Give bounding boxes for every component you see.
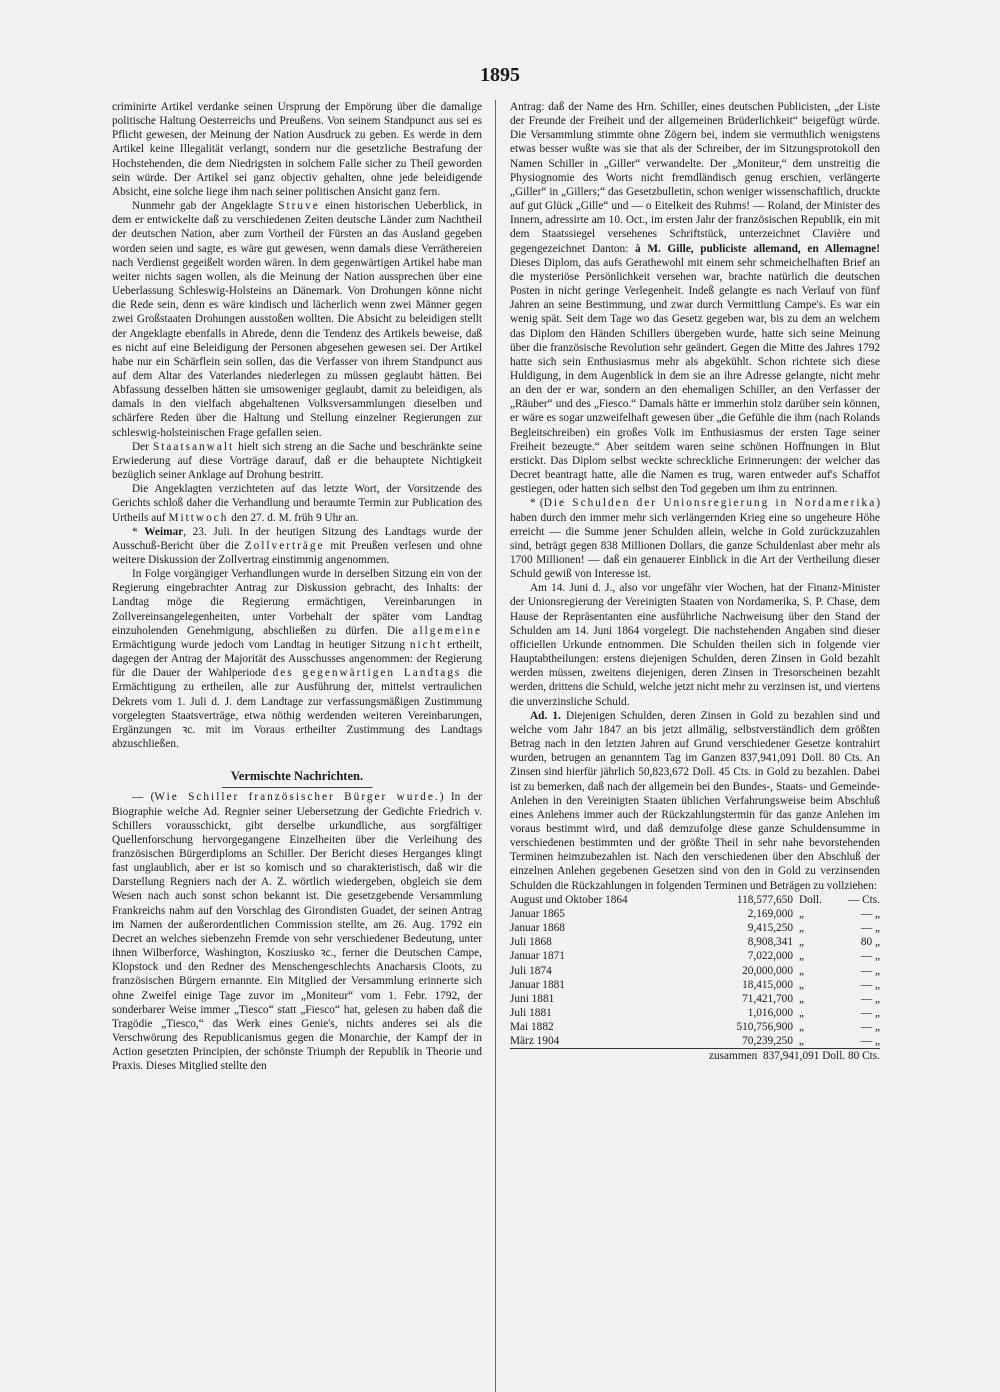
table-cell-term: August und Oktober 1864 <box>510 893 628 906</box>
paragraph: * (Die Schulden der Unionsregierung in Nordamerika) haben durch den immer mehr sich verlängernden Krieg eine so ungeheure Höhe erreicht — die Summe jener Schulden allein, welche in Gold zurückzuzahlen sind, beträgt gegen 838 Millionen Dollars, die ganze Schuldenlast aber mehr als 1700 Millionen! — daß ein genauerer Einblick in die Art der Vertheilung dieser Schuld gewiß von Interesse ist. <box>510 497 880 581</box>
table-cell-unit: „ <box>798 964 804 977</box>
paragraph: * Weimar, 23. Juli. In der heutigen Sitzung des Landtags wurde der Ausschuß-Bericht über die Zollverträge mit Preußen verlesen und ohne weitere Diskussion der Zollvertrag einstimmig angenommen. <box>112 525 482 566</box>
table-cell-term: Juli 1868 <box>510 936 552 949</box>
table-row <box>510 992 880 1006</box>
table-row <box>510 949 880 963</box>
table-cell-amount: 1,016,000 <box>747 1007 793 1019</box>
spaced-name: Struve <box>278 200 320 213</box>
table-cell-amount: 71,421,700 <box>742 992 793 1005</box>
table-cell-cents: — „ <box>860 1021 880 1034</box>
repayment-table <box>510 893 880 1049</box>
table-row <box>510 921 880 935</box>
table-row <box>510 935 880 949</box>
table-cell-term: Januar 1871 <box>510 950 565 963</box>
table-cell-amount: 2,169,000 <box>747 907 793 920</box>
table-cell-unit: „ <box>798 1035 804 1048</box>
table-cell-term: Januar 1881 <box>510 978 565 991</box>
paragraph: Am 14. Juni d. J., also vor ungefähr vier Wochen, hat der Finanz-Minister der Unionsregierung der Vereinigten Staaten von Nordamerika, S. P. Chase, dem Hause der Repräsentanten eine ausführliche Nachweisung über den Stand der Schulden am 14. Juni 1864 vorgelegt. Die nachstehenden Angaben sind dieser officiellen Urkunde entnommen. Die Schulden theilen sich in folgende vier Hauptabtheilungen: erstens diejenigen Schulden, deren Zinsen in Gold bezahlt werden müssen, zweitens diejenigen, deren Zinsen in Tresorscheinen bezahlt werden, drittens die Schuld, welche jetzt nicht mehr zu verzinsen ist, und viertens die unverzinsliche Schuld. <box>510 582 880 708</box>
table-row <box>510 1034 880 1048</box>
table-cell-cents: — „ <box>860 964 880 977</box>
table-cell-unit: „ <box>798 992 804 1005</box>
paragraph: Nunmehr gab der Angeklagte Struve einen historischen Ueberblick, in dem er entwickelte daß zu verschiedenen Zeiten deutsche Länder zum Nachtheil der deutschen Nation, aber zum Vortheil der Fürsten an das Ausland gegeben worden seien und sagte, es wäre gut gewesen, wenn damals diese Verräthereien nach Verdienst gegeißelt worden wären. In dem gegenwärtigen Artikel habe man weiter nichts sagen wollen, als die Meinung der Nation aussprechen über eine Ueberlassung Schleswig-Holsteins an Dänemark. Von Drohungen könne nicht die Rede sein, denn es wäre kindisch und lächerlich wenn zwei Männer gegen zwei Großstaaten Drohungen ausstoßen wollten. Die Absicht zu beleidigen stellt der Angeklagte ebenfalls in Abrede, denn die Tendenz des Artikels beweise, daß es nicht auf eine Beleidigung der Personen abgesehen gewesen sei. Der Artikel habe nur ein Schärflein sein sollen, das die Verfasser von ihrem Standpunct aus auf dem Altar des Vaterlandes niederlegen zu müssen geglaubt hätten. Bei Abfassung desselben hätten sie umsoweniger geglaubt, damit zu beleidigen, als damals in den vielfach abgehaltenen Volksversammlungen dieselben und schärfere Reden über die Haltung und Stellung einzelner Regierungen zur schleswig-holsteinischen Frage gefallen seien. <box>112 200 482 439</box>
table-cell-unit: „ <box>798 922 804 935</box>
left-column <box>112 100 482 1073</box>
table-cell-unit: Doll. <box>798 893 822 906</box>
place-name: Weimar <box>144 525 184 538</box>
paragraph: In Folge vorgängiger Verhandlungen wurde in derselben Sitzung ein von der Regierung eingebrachter Antrag zur Diskussion gebracht, des Inhalts: der Landtag möge die Regierung ermächtigen, Vereinbarungen in Zollvereinsangelegenheiten, unter Vorbehalt der später vom Landtag einzuholenden Genehmigung, abschließen zu dürfen. Die allgemeine Ermächtigung wurde jedoch vom Landtag in heutiger Sitzung nicht ertheilt, dagegen der Antrag der Majorität des Ausschusses angenommen: der Regierung für die Dauer der Wahlperiode des gegenwärtigen Landtags die Ermächtigung zu ertheilen, alle zur Ausführung der, mittelst vertraulichen Dekrets vom 1. Juli d. J. dem Landtage zur verfassungsmäßigen Zustimmung vorgelegten Staatsverträge, etwa nöthig werdenden weiteren Vereinbarungen, Ergänzungen ꝛc. mit im Voraus ertheilter Zustimmung des Landtags abzuschließen. <box>112 568 482 751</box>
table-cell-amount: 118,577,650 <box>736 893 793 906</box>
table-cell-cents: — „ <box>860 992 880 1005</box>
right-column <box>510 100 880 1064</box>
paragraph: — (Wie Schiller französischer Bürger wurde.) In der Biographie welche Ad. Regnier seiner Uebersetzung der Gedichte Friedrich v. Schillers vorausschickt, gibt derselbe urkundliche, aus sorgfältiger Quellenforschung hervorgegangene Einzelheiten über die Verleihung des französischen Bürgerdiploms an Schiller. Der Bericht dieses Herganges klingt fast unglaublich, aber er ist so komisch und so charakteristisch, daß wir die Darstellung Regniers nach der A. Z. wörtlich wiedergeben, obgleich sie dem Wesen nach auch sonst schon bekannt ist. Die gesetzgebende Versammlung Frankreichs nahm auf den Vorschlag des Girondisten Guadet, der seinen Antrag im Namen der außerordentlichen Commission stellte, am 26. Aug. 1792 ein Decret an welches siebenzehn Fremde von sehr verschiedener Bedeutung, unter ihnen Wilberforce, Washington, Kosziusko ꝛc., ferner die Deutschen Campe, Klopstock und den Redner des Menschengeschlechts Anacharsis Cloots, zu französischen Bürgern ernannte. Ein Mitglied der Versammlung erinnerte sich ohne Zweifel einige Tage zuvor im „Moniteur“ vom 1. Febr. 1792, der sonderbarer Weise immer „Tiesco“ statt „Fiesco“ hat, gelesen zu haben daß die Tragödie „Tiesco,“ das Werk eines Genie's, nichts anderes sei als die Verschwörung des Republicanismus gegen die Monarchie, der Kampf der in Action gesetzten Principien, der schönste Triumph der Republik in Theorie und Praxis. Dieses Mitglied stellte den <box>112 791 482 1073</box>
table-cell-cents: — „ <box>860 922 880 935</box>
table-cell-cents: — „ <box>860 907 880 920</box>
table-cell-cents: — „ <box>860 1007 880 1019</box>
page-number: 1895 <box>480 64 520 86</box>
table-row <box>510 907 880 921</box>
table-cell-unit: „ <box>798 1007 804 1019</box>
paragraph: Die Angeklagten verzichteten auf das letzte Wort, der Vorsitzende des Gerichts schloß daher die Verhandlung und beraumte Termin zur Publication des Urtheils auf Mittwoch den 27. d. M. früh 9 Uhr an. <box>112 483 482 524</box>
table-cell-unit: „ <box>798 936 804 949</box>
table-cell-unit: „ <box>798 907 804 920</box>
paragraph: Der Staatsanwalt hielt sich streng an die Sache und beschränkte seine Erwiederung auf diese Vorträge darauf, daß er die behauptete Nichtigkeit bezüglich seiner Anklage auf Drohung bestritt. <box>112 440 483 482</box>
table-cell-amount: 510,756,900 <box>736 1021 793 1034</box>
table-cell-term: Januar 1868 <box>510 922 565 935</box>
article-title: Die Schulden der Unionsregierung in Nordamerika <box>543 497 877 510</box>
table-cell-term: Juli 1881 <box>510 1007 552 1019</box>
table-cell-amount: 18,415,000 <box>742 978 793 991</box>
spaced-name: Staatsanwalt <box>153 440 235 453</box>
table-cell-amount: 8,908,341 <box>747 936 793 949</box>
table-cell-cents: — Cts. <box>847 893 880 906</box>
table-cell-amount: 9,415,250 <box>747 922 793 935</box>
table-cell-term: März 1904 <box>510 1035 560 1048</box>
table-row <box>510 964 880 978</box>
table-cell-cents: — „ <box>860 1035 880 1048</box>
table-cell-cents: — „ <box>860 978 880 991</box>
article-title: Wie Schiller französischer Bürger wurde. <box>154 791 440 804</box>
table-row <box>510 978 880 992</box>
table-cell-unit: „ <box>798 950 804 963</box>
table-cell-unit: „ <box>798 1021 804 1034</box>
section-heading: Vermischte Nachrichten. <box>230 769 364 784</box>
table-cell-amount: 70,239,250 <box>742 1035 793 1048</box>
table-cell-term: Mai 1882 <box>510 1021 554 1034</box>
spaced-word: Zollverträge <box>244 539 325 552</box>
paragraph: Ad. 1. Diejenigen Schulden, deren Zinsen in Gold zu bezahlen sind und welche vom Jahr 1847 an bis jetzt allmälig, selbstverständlich dem größten Betrag nach in den letzten Jahren auf Grund verschiedener Gesetze kontrahirt wurden, betrugen an genanntem Tag im Ganzen 837,941,091 Doll. 80 Cts. An Zinsen sind hierfür jährlich 50,823,672 Doll. 45 Cts. in Gold zu bezahlen. Dabei ist zu bemerken, daß nach der allgemein bei den Bundes-, Staats- und Gemeinde-Anlehen in den Vereinigten Staaten üblichen Verfahrungsweise beim Abschluß eines Anlehens immer auch der Rückzahlungstermin für das ganze Anlehen im voraus bestimmt wird, und daß demzufolge diese ganze Schuldensumme in verschiedenen bestimmten und der größte Theil in sehr nahe bevorstehenden Terminen heimzubezahlen ist. Nach den verschiedenen über den Abschluß der einzelnen Anlehen gegebenen Gesetzen sind von den in Gold zu verzinsenden Schulden die Rückzahlungen in folgenden Terminen und Beträgen zu vollziehen: <box>510 709 881 892</box>
french-address: à M. Gille, publiciste allemand, en Allemagne! <box>635 242 881 255</box>
paragraph: Antrag: daß der Name des Hrn. Schiller, eines deutschen Publicisten, „der Liste der Freunde der Freiheit und der allgemeinen Brüderlichkeit“ beigefügt würde. Die Versammlung stimmte ohne Zögern bei, indem sie vermuthlich wenigstens etwas besser wußte was sie that als der Schreiber, der im Sitzungsprotokoll den Namen Schiller in „Giller“ verwandelte. Der „Moniteur,“ dem unstreitig die Physiognomie des Worts nicht fremdländisch genug erschien, verlängerte „Giller“ in „Gillers;“ das Gesetzbulletin, schon weniger wissenschaftlich, druckte auf gut Glück „Gille“ und — o Eitelkeit des Ruhms! — Roland, der Minister des Innern, adressirte am 10. Oct., im ersten Jahr der französischen Republik, ein mit dem Staatssiegel versehenes Schriftstück, unterzeichnet Clavière und gegengezeichnet Danton: à M. Gille, publiciste allemand, en Allemagne! Dieses Diplom, das aufs Gerathewohl mit einem sehr schmeichelhaften Brief an die mysteriöse Persönlichkeit versehen war, brachte natürlich die deutschen Posten in nicht geringe Verlegenheit. Indeß gelangte es nach Verlauf von fünf Jahren an seine Bestimmung, und zwar durch Vermittlung Campe's. Es war ein wenig spät. Seit dem Tage wo das Gesetz gegeben war, bis zu dem an welchem das Diplom den Händen Schillers übergeben wurde, hatte sich seine Meinung über die französische Revolution sehr geändert. Gegen die Mitte des Jahres 1792 hatte sich sein Enthusiasmus mehr als abgekühlt. Schon richtete sich diese Huldigung, in dem Augenblick in dem sie an ihre Adresse gelangte, nicht mehr an den der er war, sondern an den ehemaligen Schiller, an den Verfasser der „Räuber“ und des „Fiesco.“ Damals hätte er immerhin stolz darüber sein können, er wäre es sogar unzweifelhaft gewesen über „die Gefühle die ihm (nach Rolands Begleitschreiben) ein großes Volk im Enthusiasmus der ersten Tage seiner Freiheit bezeugte.“ Aber seitdem waren seine schönen Hoffnungen in Blut erstickt. Das Diplom selbst weckte schreckliche Erinnerungen: der welcher das Decret beantragt hatte, alle die Namen es trug, waren entweder auf's Schaffot gestiegen, oder hatten sich selbst den Tod gegeben um ihm zu entrinnen. <box>510 101 881 496</box>
table-cell-amount: 20,000,000 <box>742 964 793 977</box>
heading-rule <box>222 787 372 788</box>
table-row <box>510 1006 880 1020</box>
total-line: zusammen 837,941,091 Doll. 80 Cts. <box>708 1050 880 1063</box>
table-cell-term: Juni 1881 <box>510 992 555 1005</box>
table-row <box>510 893 880 907</box>
section-label: Ad. 1. <box>530 709 561 722</box>
table-cell-cents: — „ <box>860 950 880 963</box>
table-cell-cents: 80 „ <box>860 936 880 949</box>
table-cell-term: Juli 1874 <box>510 964 552 977</box>
table-cell-unit: „ <box>798 978 804 991</box>
table-cell-amount: 7,022,000 <box>747 950 793 963</box>
spaced-word: Mittwoch <box>168 511 229 524</box>
table-cell-term: Januar 1865 <box>510 907 565 920</box>
table-row <box>510 1020 880 1034</box>
column-divider <box>495 100 496 1392</box>
paragraph: criminirte Artikel verdanke seinen Ursprung der Empörung über die damalige politische Haltung Oesterreichs und Preußens. Von seinem Standpunct aus sei es Pflicht gewesen, der Meinung der Nation Ausdruck zu geben. Es werde in dem Artikel keine Illegalität verlangt, sondern nur die gesetzliche Bestrafung der Hochstehenden, die dem Niedrigsten in solchem Falle sicher zu Theil geworden sein würde. Der Artikel sei ganz objectiv gehalten, ohne jede beleidigende Absicht, eine solche liege ihm nach seiner politischen Ansicht ganz fern. <box>112 101 482 198</box>
